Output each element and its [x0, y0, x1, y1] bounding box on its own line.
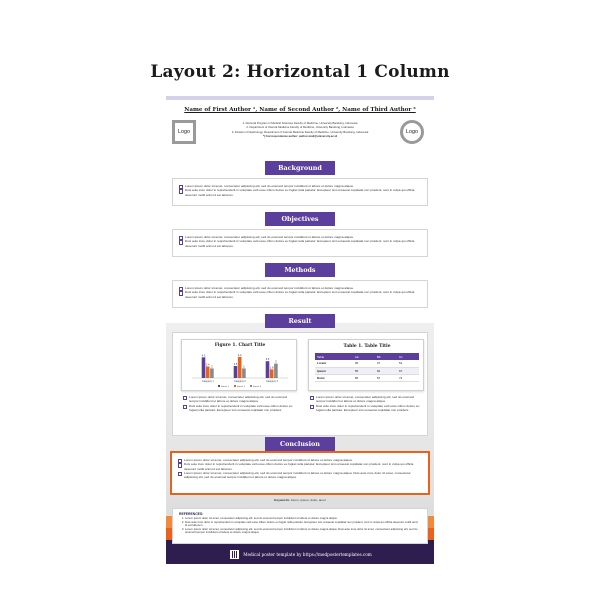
chart-bar — [270, 369, 274, 378]
chart-bar — [238, 357, 242, 378]
affiliation-2: 2. Department of Internal Medicine Faculty of Medicine, University Bandung, Indonesia — [246, 125, 354, 130]
chart-data-label: 2 — [243, 365, 245, 369]
chart-bar — [210, 368, 214, 378]
background-item: Lorem ipsum dolor sit amet, consectetur adipiscing elit, sed do eiusmod tempor incididunt ut labore et dolore magna aliqua. — [179, 184, 421, 188]
chart-legend-swatch — [234, 385, 236, 387]
background-item: Duis aute irure dolor in reprehenderit in voluptate velit esse cillum dolore eu fugiat nulla pariatur. Excepteur sint occaecat cupidatat non proident, sunt in culpa qui officia deserunt mollit anim id est laborum. — [179, 188, 421, 197]
keywords-label: Keywords: — [274, 498, 291, 502]
bar-chart — [182, 340, 298, 392]
table-header-cell: Bb — [375, 353, 397, 360]
table-row — [315, 374, 419, 381]
objectives-title: Objectives — [265, 212, 335, 226]
table-cell: 65 — [353, 374, 375, 381]
table-header-cell: Aa — [353, 353, 375, 360]
chart-data-label: 2.4 — [205, 363, 210, 367]
result-left-item: Duis aute irure dolor in reprehenderit in voluptate velit esse cillum dolore eu fugiat nulla pariatur. Excepteur sint occaecat cupidatat non proident. — [183, 404, 297, 413]
table-cell: 57 — [375, 374, 397, 381]
references-box — [172, 508, 428, 544]
table-cell: 51 — [397, 360, 419, 367]
table-header-cell: Table — [315, 353, 353, 360]
methods-box — [172, 280, 428, 308]
objectives-item: Duis aute irure dolor in reprehenderit in voluptate velit esse cillum dolore eu fugiat nulla pariatur. Excepteur sint occaecat cupidatat non proident, sunt in culpa qui officia deserunt mollit anim id est laborum. — [179, 239, 421, 248]
chart-bar — [266, 361, 270, 378]
keywords — [166, 498, 434, 502]
logo-left — [172, 120, 196, 144]
table-card — [308, 339, 424, 391]
figure-title: Figure 1. Chart Title — [214, 343, 266, 348]
conclusion-box — [170, 451, 430, 495]
objectives-box — [172, 229, 428, 257]
table-title: Table 1. Table Title — [343, 344, 391, 349]
footer — [216, 549, 386, 559]
conclusion-item: Duis aute irure dolor in reprehenderit in voluptate velit esse cillum dolore eu fugiat nulla pariatur. Excepteur sint occaecat cupidatat non proident, sunt in culpa qui officia deserunt mollit anim id est laborum. — [178, 462, 422, 471]
chart-data-label: 4.4 — [237, 353, 242, 357]
chart-data-label: 3 — [275, 360, 277, 364]
table-cell: 62 — [375, 367, 397, 374]
background-title: Background — [265, 161, 335, 175]
authors-line: Name of First Author ¹, Name of Second Author ², Name of Third Author ³ — [184, 107, 416, 113]
conclusion-item: Lorem ipsum dolor sit amet, consectetur adipiscing elit, sed do eiusmod tempor incididunt ut labore et dolore magna aliqua. — [178, 458, 422, 462]
qr-code-icon — [230, 550, 239, 559]
table-header-cell: Cc — [397, 353, 419, 360]
poster — [166, 96, 434, 564]
table-cell: 55 — [353, 367, 375, 374]
result-left-list — [183, 395, 297, 412]
methods-item: Lorem ipsum dolor sit amet, consectetur adipiscing elit, sed do eiusmod tempor incididunt ut labore et dolore magna aliqua. — [179, 286, 421, 290]
conclusion-title: Conclusion — [265, 437, 335, 451]
footer-text[interactable]: Medical poster template by https://medpostertemplates.com — [243, 551, 372, 557]
chart-bar — [242, 368, 246, 378]
logo-right-label: Logo — [406, 129, 418, 135]
chart-bar — [274, 364, 278, 378]
result-right-item: Duis aute irure dolor in reprehenderit in voluptate velit esse cillum dolore eu fugiat nulla pariatur. Excepteur sint occaecat cupidatat non proident. — [310, 404, 424, 413]
result-right-list — [310, 395, 424, 412]
affiliation-3: 3. Division of Nephrology, Department of Internal Medicine Faculty of Medicine, University Bandung, Indonesia — [231, 129, 369, 134]
methods-title: Methods — [265, 263, 335, 277]
table-row — [315, 367, 419, 374]
chart-category-label: Category 3 — [266, 380, 278, 383]
chart-legend-label: Series 2 — [237, 386, 246, 388]
affiliations — [206, 121, 394, 139]
chart-data-label: 3.5 — [265, 358, 270, 362]
data-table — [315, 353, 419, 382]
correspondence: *) Correspondence author: author-mail@university.ac.id — [262, 134, 338, 139]
conclusion-item: Lorem ipsum dolor sit amet, consectetur adipiscing elit, sed do eiusmod tempor incididunt ut labore et dolore magna aliqua. Duis aute irure dolor sit amet, consectetur adipiscing elit, sed do eiusmod tempor incididunt ut labore et dolore magna aliqua. — [178, 471, 422, 480]
chart-bar — [202, 357, 206, 378]
logo-right — [400, 120, 424, 144]
figure-card — [181, 339, 297, 391]
result-right-item: Lorem ipsum dolor sit amet, consectetur adipiscing elit, sed do eiusmod tempor incididunt ut labore et dolore magna aliqua. — [310, 395, 424, 404]
chart-data-label: 1.8 — [269, 366, 274, 370]
affiliation-1: 1. Doctoral Program in Medical Sciences Faculty of Medicine, University Bandung, Indonesia — [242, 121, 358, 125]
poster-top-bar — [166, 96, 434, 100]
chart-legend-label: Series 3 — [253, 386, 262, 388]
chart-category-label: Category 1 — [202, 380, 214, 383]
chart-data-label: 2 — [211, 365, 213, 369]
result-title: Result — [265, 314, 335, 328]
chart-legend-label: Series 1 — [221, 386, 230, 388]
result-left-item: Lorem ipsum dolor sit amet, consectetur adipiscing elit, sed do eiusmod tempor incididunt ut labore et dolore magna aliqua. — [183, 395, 297, 404]
methods-item: Duis aute irure dolor in reprehenderit in voluptate velit esse cillum dolore eu fugiat nulla pariatur. Excepteur sint occaecat cupidatat non proident, sunt in culpa qui officia deserunt mollit anim id est laborum. — [179, 290, 421, 299]
page-heading: Layout 2: Horizontal 1 Column — [150, 62, 450, 82]
table-cell: 72 — [397, 374, 419, 381]
table-cell: Dolor — [315, 374, 353, 381]
keywords-value: lorem, ipsum, dolor, amet — [290, 498, 326, 502]
reference-item: 2. Duis aute irure dolor in reprehenderit in voluptate velit esse cillum dolore eu fugiat nulla pariatur. Excepteur sint occaecat cupidatat non proident, sunt in culpa qui officia deserunt mollit anim id est laborum. — [185, 521, 421, 528]
reference-item: 1. Lorem ipsum dolor sit amet, consectetur adipiscing elit, sed do eiusmod tempor incididunt ut labore et dolore magna aliqua. — [185, 517, 421, 521]
chart-bar — [206, 366, 210, 378]
chart-data-label: 2.5 — [233, 363, 238, 366]
chart-legend-swatch — [250, 385, 252, 387]
objectives-item: Lorem ipsum dolor sit amet, consectetur adipiscing elit, sed do eiusmod tempor incididunt ut labore et dolore magna aliqua. — [179, 235, 421, 239]
chart-data-label: 4.3 — [201, 354, 206, 358]
logo-left-label: Logo — [178, 129, 190, 135]
chart-bar — [234, 366, 238, 378]
table-cell: Lorem — [315, 360, 353, 367]
background-box — [172, 178, 428, 206]
table-cell: 45 — [353, 360, 375, 367]
chart-legend-swatch — [218, 385, 220, 387]
table-cell: 67 — [397, 367, 419, 374]
table-header-row — [315, 353, 419, 360]
chart-category-label: Category 2 — [234, 380, 246, 383]
reference-item: 3. Lorem ipsum dolor sit amet, consectetur adipiscing elit, sed do eiusmod tempor incididunt ut labore et dolore magna aliqua. Duis aute irure dolor sit amet, consectetur adipiscing elit, sed do eiusmod tempor incididunt ut labore et dolore magna aliqua. — [185, 528, 421, 535]
table-cell: Ipsum — [315, 367, 353, 374]
result-card — [172, 332, 428, 436]
table-cell: 47 — [375, 360, 397, 367]
references-title: REFERENCES: — [179, 512, 204, 516]
table-row — [315, 360, 419, 367]
